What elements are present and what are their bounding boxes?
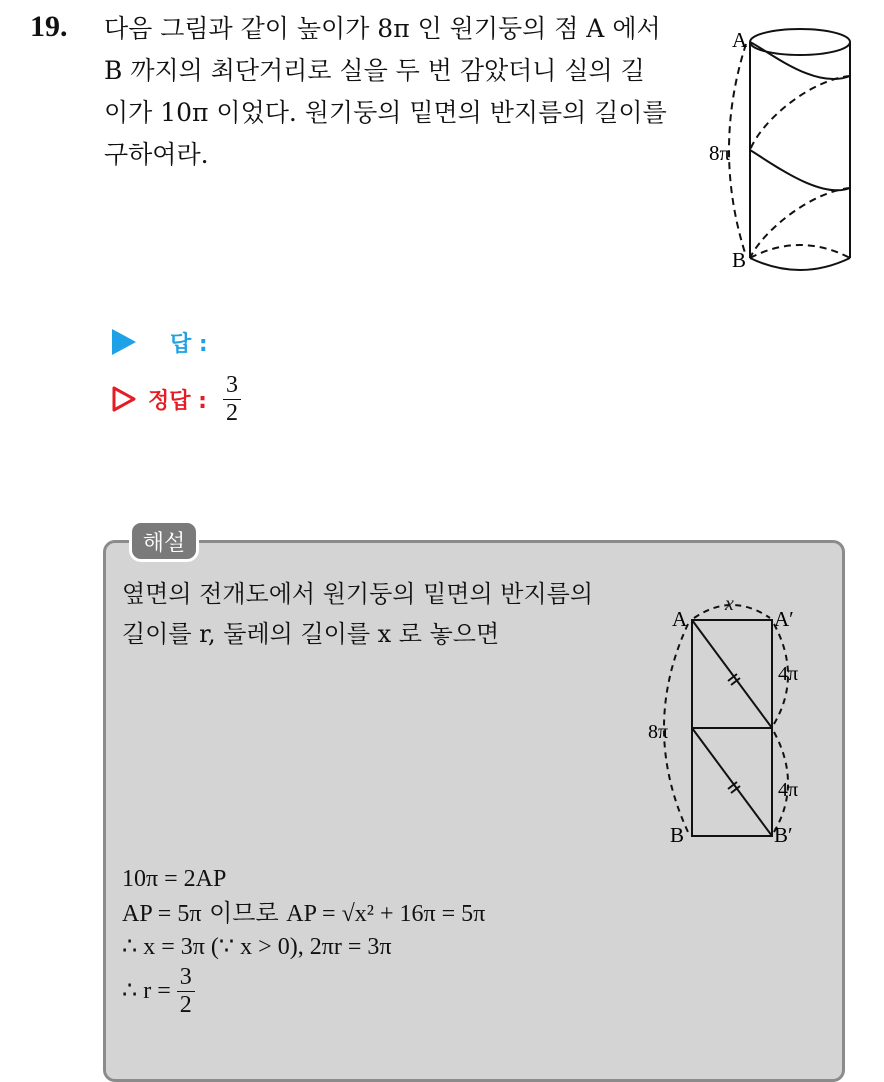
fraction-denominator: 2 (225, 399, 238, 426)
height-label: 8π (709, 141, 731, 165)
equation-2-mid: 이므로 (201, 899, 287, 927)
solution-text (122, 574, 642, 654)
equation-4-fraction (177, 964, 195, 1019)
question-line: 이가 10π 이었다. 원기둥의 밑면의 반지름의 길이를 (104, 98, 667, 127)
cylinder-bottom-back (750, 245, 850, 258)
label-A: A (732, 28, 748, 52)
net-label-B-prime: B′ (774, 823, 793, 847)
net-label-4pi-top: 4π (778, 663, 799, 685)
equation-line-2 (122, 896, 485, 930)
string-back-2 (750, 188, 850, 258)
fraction-numerator: 3 (223, 372, 241, 400)
label-B: B (732, 248, 747, 272)
question-text (104, 8, 684, 176)
solution-tab: 해설 (129, 520, 199, 562)
string-back-1 (750, 76, 850, 150)
solution-line: 길이를 r, 둘레의 길이를 x 로 놓으면 (122, 620, 500, 648)
equation-line-4 (122, 964, 485, 1018)
net-label-8pi: 8π (648, 721, 669, 743)
equation-4-denominator: 2 (179, 991, 192, 1018)
equation-line-3: ∴ x = 3π (∵ x > 0), 2πr = 3π (122, 934, 392, 960)
net-label-x: x (725, 593, 734, 615)
solution-equations (122, 862, 485, 1018)
answer-label: 답 : (170, 331, 208, 357)
diagonal-2 (692, 728, 772, 836)
string-front-2 (750, 150, 850, 190)
question-line: 다음 그림과 같이 높이가 8π 인 원기둥의 점 A 에서 (104, 14, 661, 43)
diagonal-1 (692, 620, 772, 728)
correct-answer-row (112, 371, 241, 426)
net-label-A-prime: A′ (774, 607, 794, 631)
question-line: B 까지의 최단거리로 실을 두 번 감았더니 실의 길 (104, 56, 645, 85)
outline-triangle-icon (112, 386, 136, 412)
question-line: 구하여라. (104, 140, 209, 169)
cylinder-bottom-front (750, 258, 850, 270)
net-label-A: A (672, 607, 688, 631)
string-front-1 (750, 42, 850, 79)
correct-answer-label: 정답 : (148, 388, 207, 414)
equation-2-left: AP = 5π (122, 901, 202, 927)
net-diagram (640, 588, 820, 850)
net-label-B: B (670, 823, 685, 847)
equation-2-right: AP = √x² + 16π = 5π (286, 901, 486, 927)
equation-line-1: 10π = 2AP (122, 866, 227, 892)
height-arc (729, 44, 746, 256)
question-number: 19. (30, 10, 68, 43)
play-icon (112, 329, 136, 355)
solution-line: 옆면의 전개도에서 원기둥의 밑면의 반지름의 (122, 580, 594, 608)
equation-4-numerator: 3 (177, 964, 195, 992)
correct-answer-fraction (223, 372, 241, 427)
answer-row (112, 320, 208, 364)
equation-4-left: ∴ r = (122, 978, 171, 1004)
net-label-4pi-bottom: 4π (778, 779, 799, 801)
cylinder-figure (700, 20, 860, 278)
